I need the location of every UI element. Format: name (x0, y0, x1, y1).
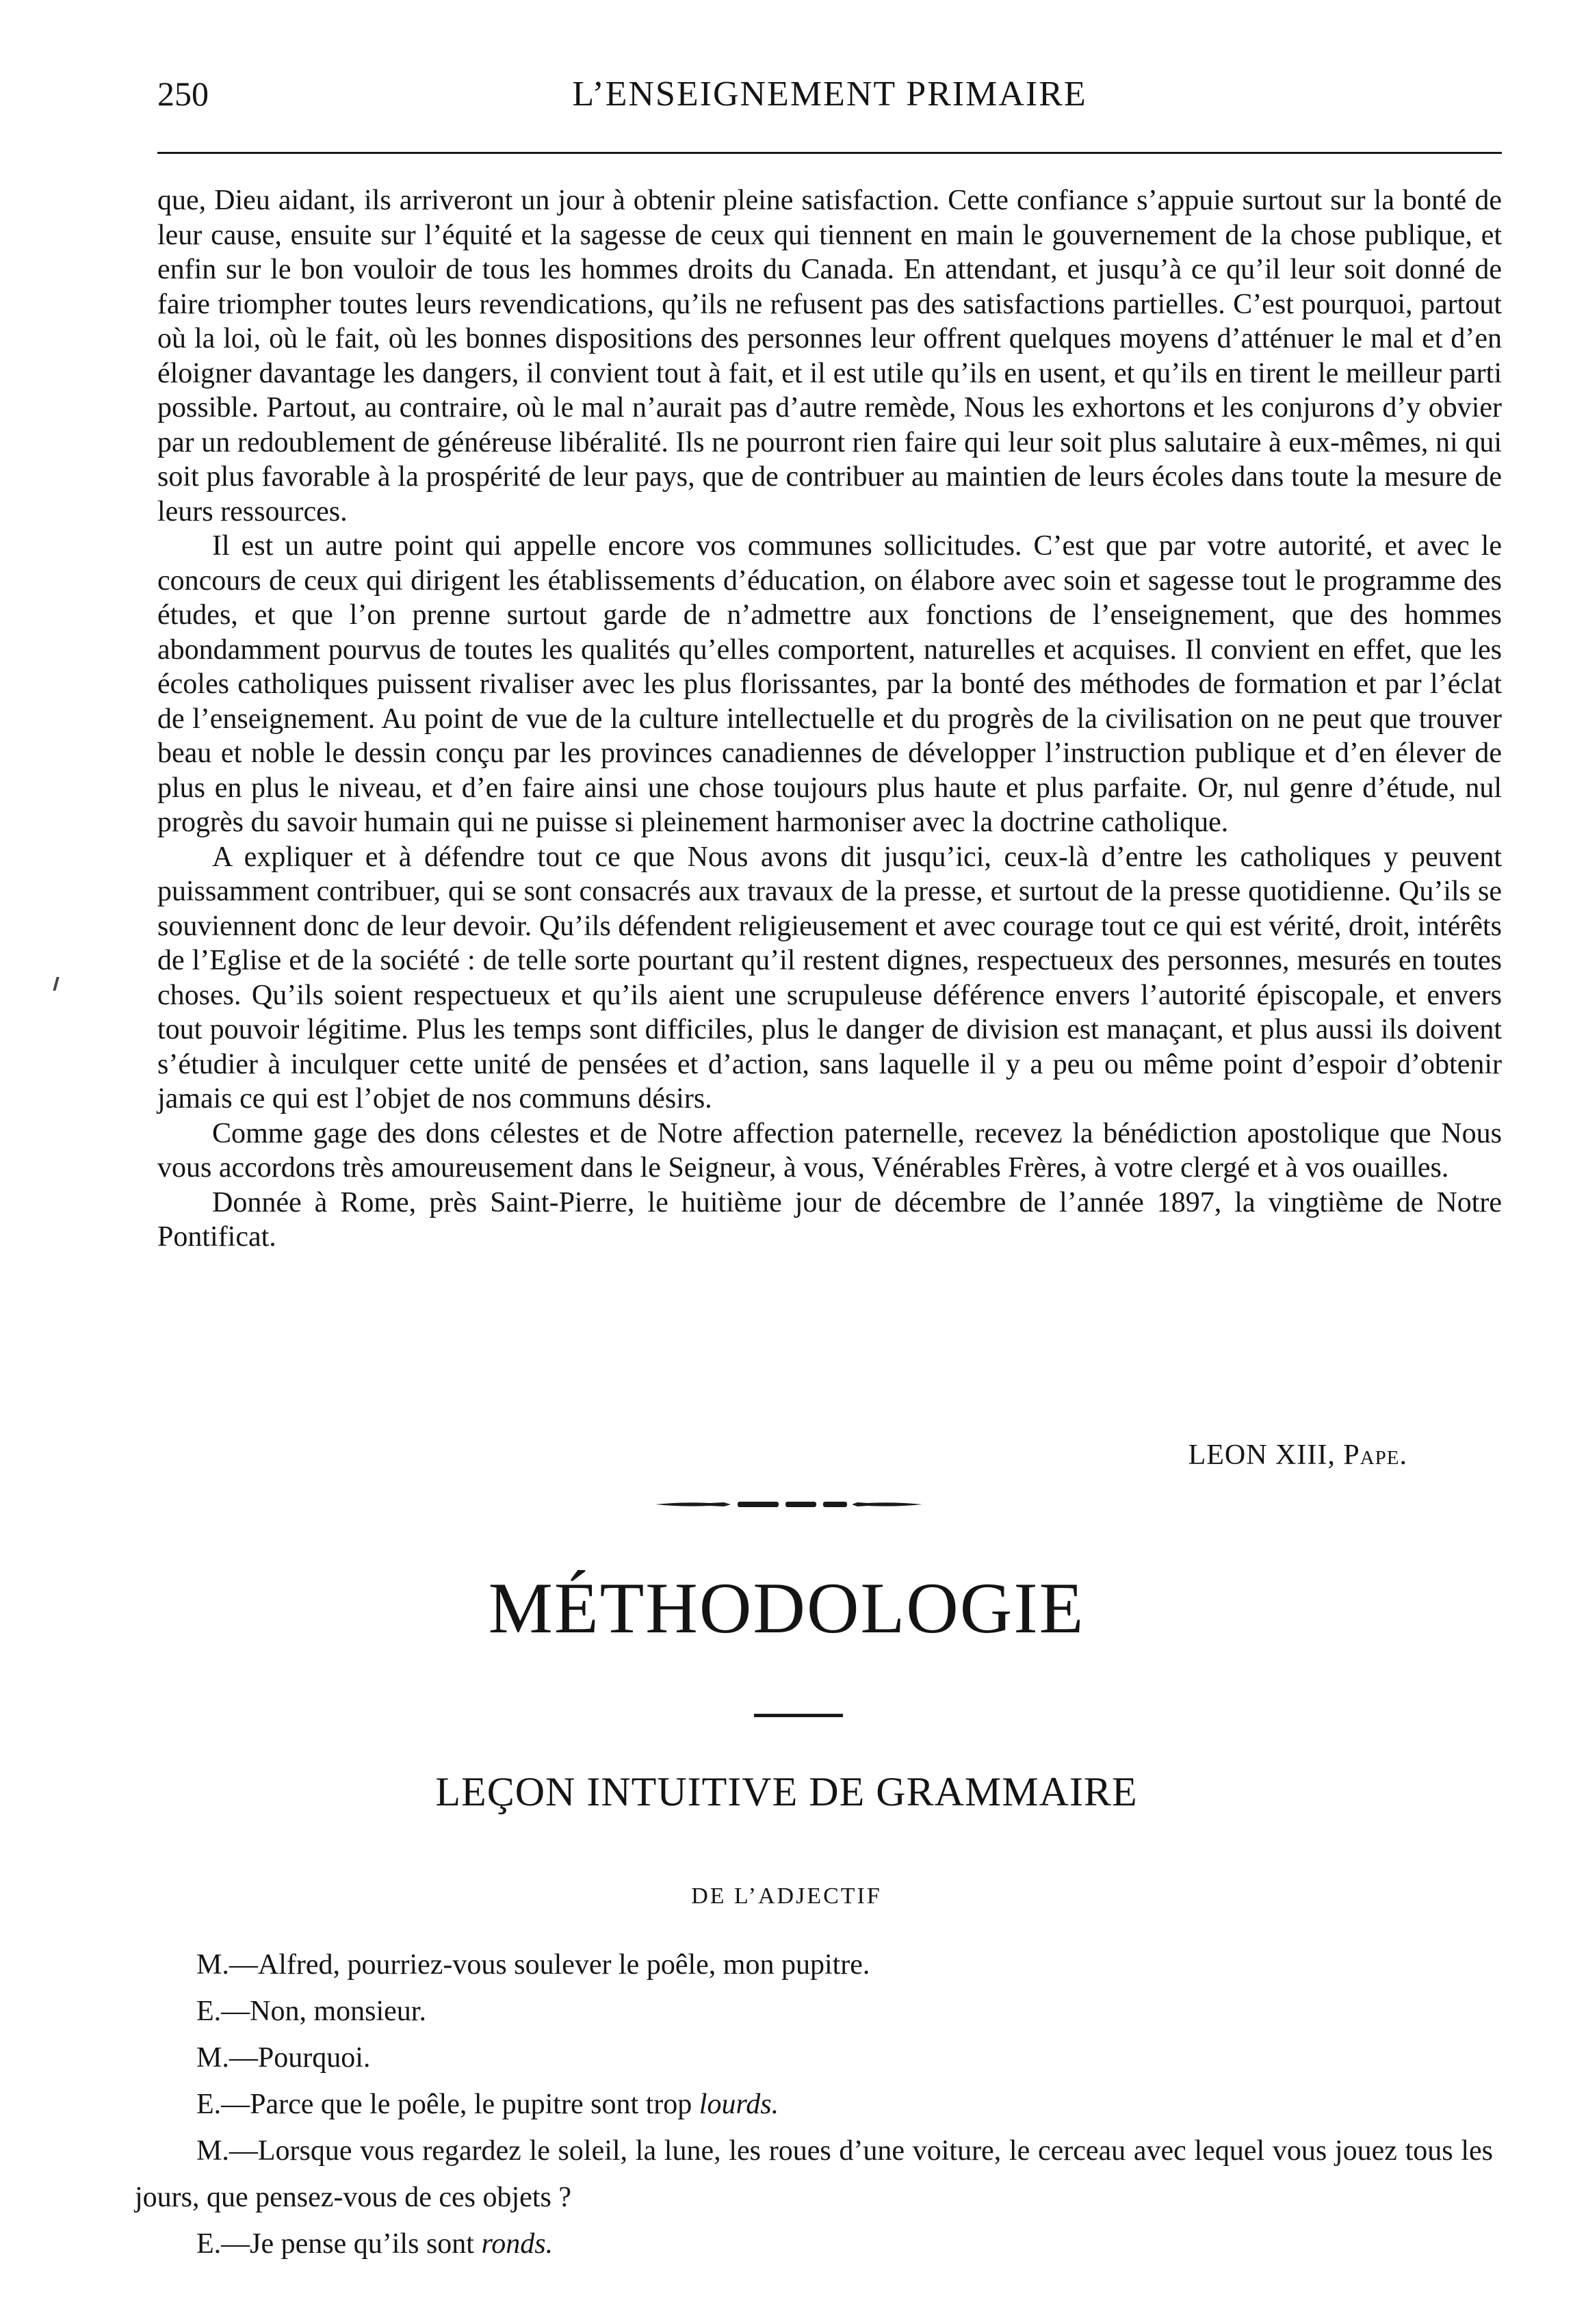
speaker: M. (196, 1949, 229, 1981)
paragraph: Il est un autre point qui appelle encore vos communes sollicitudes. C’est que par votre autorité, et avec le concours de ceux qui dirigent les établissements d’éducation, on élabore avec soin et sagesse tout le programme des études, et que l’on prenne surtout garde de n’admettre aux fonctions de l’enseignement, que des hommes abondamment pourvus de toutes les qualités qu’elles comportent, naturelles et acquises. Il convient en effet, que les écoles catholiques puissent rivaliser avec les plus florissantes, par la bonté des méthodes de formation et par l’éclat de l’enseignement. Au point de vue de la culture intellectuelle et du progrès de la civilisation on ne peut que trouver beau et noble le dessin conçu par les provinces canadiennes de développer l’instruction publique et d’en élever de plus en plus le niveau, et d’en faire ainsi une chose toujours plus haute et plus parfaite. Or, nul genre d’étude, nul progrès du savoir humain qui ne puisse si pleinement harmoniser avec la doctrine catholique. (157, 530, 1502, 838)
section-title: MÉTHODOLOGIE (488, 1568, 1085, 1648)
running-title: L’ENSEIGNEMENT PRIMAIRE (572, 75, 1087, 114)
dialogue-line (135, 2035, 1493, 2081)
paragraph: Comme gage des dons célestes et de Notre affection paternelle, recevez la bénédiction apostolique que Nous vous accordons très amoureusement dans le Seigneur, à vous, Vénérables Frères, à votre clergé et à vos ouailles. (157, 1117, 1502, 1184)
speaker: M. (196, 2042, 229, 2074)
paragraph: A expliquer et à défendre tout ce que Nous avons dit jusqu’ici, ceux-là d’entre les catholiques y peuvent puissamment contribuer, qui se sont consacrés aux travaux de la presse, et surtout de la presse quotidienne. Qu’ils se souviennent donc de leur devoir. Qu’ils défendent religieusement et avec courage tout ce qui est vérité, droit, intérêts de l’Eglise et de la société : de telle sorte pourtant qu’il restent dignes, respectueux des personnes, mesurés en toutes choses. Qu’ils soient respectueux et qu’ils aient une scrupuleuse déférence envers l’autorité épiscopale, et envers tout pouvoir légitime. Plus les temps sont difficiles, plus le danger de division est manaçant, et plus aussi ils doivent s’étudier à inculquer cette unité de pensées et d’action, sans laquelle il y a peu ou même point d’espoir d’obtenir jamais ce qui est l’objet de nos communs désirs. (157, 841, 1502, 1114)
encyclical-text (157, 183, 1502, 1255)
page-number: 250 (157, 75, 209, 113)
section-ornament (655, 1500, 922, 1509)
dialogue-line (135, 1942, 1493, 1988)
paragraph: Donnée à Rome, près Saint-Pierre, le huitième jour de décembre de l’année 1897, la vingtième de Notre Pontificat. (157, 1186, 1502, 1253)
dialogue-line (135, 2221, 1493, 2267)
dialogue-line (135, 2128, 1493, 2221)
signature-title: Pape. (1343, 1439, 1407, 1471)
dialogue-line (135, 1988, 1493, 2035)
line-text: —Je pense qu’ils sont (221, 2228, 482, 2260)
line-text: —Lorsque vous regardez le soleil, la lune, les roues d’une voiture, le cerceau avec lequel vous jouez tous les jours, que pensez-vous de ces objets ? (135, 2135, 1493, 2213)
line-text: —Alfred, pourriez-vous soulever le poêle, mon pupitre. (229, 1949, 870, 1981)
page-header (157, 74, 1502, 129)
emphasized-word: ronds. (481, 2228, 554, 2260)
margin-mark (53, 977, 59, 991)
line-text: —Pourquoi. (229, 2042, 371, 2074)
lesson-title: LEÇON INTUITIVE DE GRAMMAIRE (435, 1769, 1138, 1814)
lesson-dialogue (135, 1942, 1493, 2267)
emphasized-word: lourds. (699, 2089, 779, 2120)
speaker: E. (196, 2228, 222, 2260)
section-rule (754, 1714, 843, 1717)
speaker: E. (196, 1996, 222, 2027)
paragraph: que, Dieu aidant, ils arriveront un jour à obtenir pleine satisfaction. Cette confiance s’appuie surtout sur la bonté de leur cause, ensuite sur l’équité et la sagesse de ceux qui tiennent en main le gouvernement de la chose publique, et enfin sur le bon vouloir de tous les hommes droits du Canada. En attendant, et jusqu’à ce qu’il leur soit donné de faire triompher toutes leurs revendications, qu’ils ne refusent pas des satisfactions partielles. C’est pourquoi, partout où la loi, où le fait, où les bonnes dispositions des personnes leur offrent quelques moyens d’atténuer le mal et d’en éloigner davantage les dangers, il convient tout à fait, et il est utile qu’ils en usent, et qu’ils en tirent le meilleur parti possible. Partout, au contraire, où le mal n’aurait pas d’autre remède, Nous les exhortons et les conjurons d’y obvier par un redoublement de généreuse libéralité. Ils ne pourront rien faire qui leur soit plus salutaire à eux-mêmes, ni qui soit plus favorable à la prospérité de leur pays, que de contribuer au maintien de leurs écoles dans toute la mesure de leurs ressources. (157, 185, 1502, 527)
line-text: —Parce que le poêle, le pupitre sont trop (221, 2089, 699, 2120)
line-text: —Non, monsieur. (221, 1996, 426, 2027)
speaker: E. (196, 2089, 222, 2120)
lesson-subtitle: DE L’ADJECTIF (691, 1883, 882, 1909)
header-rule (157, 152, 1502, 154)
speaker: M. (196, 2135, 229, 2167)
signature-name: LEON XIII, (1188, 1439, 1336, 1471)
dialogue-line (135, 2081, 1493, 2128)
signature (1188, 1439, 1407, 1472)
